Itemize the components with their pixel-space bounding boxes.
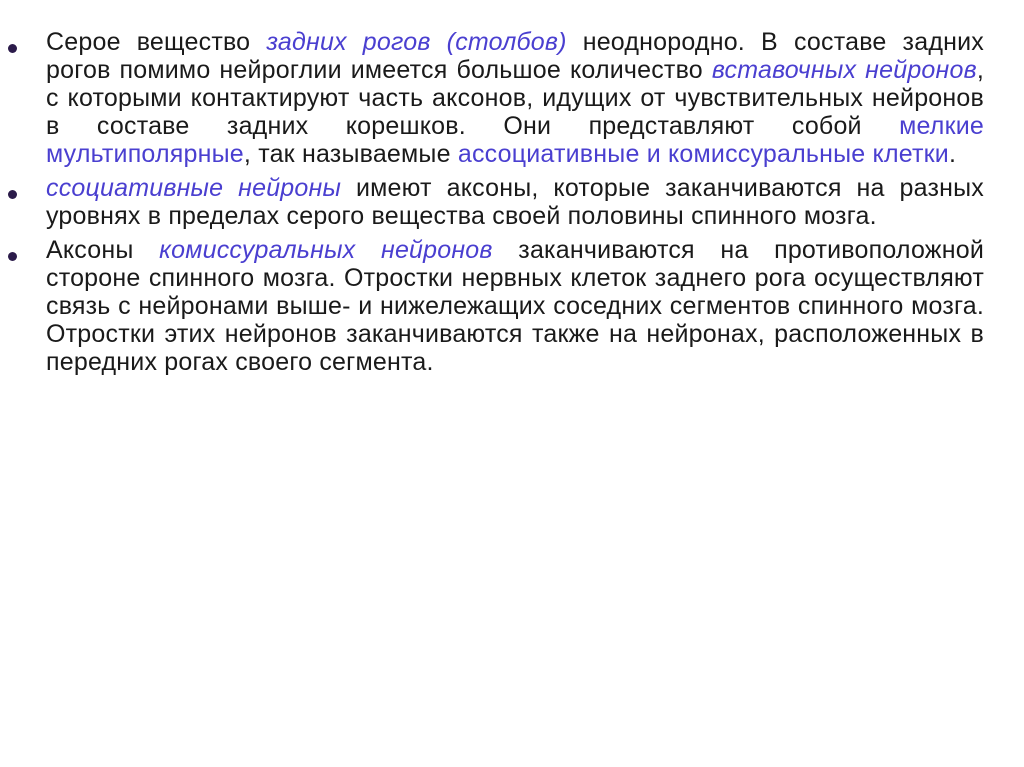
highlight-term: задних рогов (столбов) (266, 28, 567, 56)
text-run: , с которыми контактируют часть аксонов, идущих от чувствительных нейронов в составе задних корешков. Они представляют собой (46, 56, 984, 140)
text-run: . (948, 140, 957, 168)
bullet-item-3 (0, 236, 1024, 376)
text-run: заканчиваются на противоположной стороне спинного мозга. Отростки нервных клеток заднего рога осуществляют связь с нейронами выше- и нижележащих соседних сегментов спинного мозга. Отростки этих нейронов заканчиваются также на нейронах, расположенных в передних рогах своего сегмента. (46, 236, 984, 376)
highlight-term: комиссуральных нейронов (159, 236, 493, 264)
text-run: неоднородно. В составе задних рогов помимо нейроглии имеется большое количество (46, 28, 984, 84)
bullet-text-2 (46, 174, 984, 230)
bullet-item-1 (0, 28, 1024, 168)
text-run: , так называемые (243, 140, 458, 168)
highlight-term: ссоциативные нейроны (46, 174, 342, 202)
bullet-text-3 (46, 236, 984, 376)
bullet-text-1 (46, 28, 984, 168)
highlight-term: мелкие мультиполярные (46, 112, 984, 168)
bullet-item-2 (0, 174, 1024, 230)
bullet-list (0, 28, 1024, 382)
highlight-term: ассоциативные и комиссуральные клетки (457, 140, 949, 168)
text-run: Серое вещество (46, 28, 267, 56)
text-run: Аксоны (46, 236, 160, 264)
bullet-dot-icon (8, 252, 17, 261)
text-run: имеют аксоны, которые заканчиваются на разных уровнях в пределах серого вещества своей половины спинного мозга. (46, 174, 984, 230)
highlight-term: вставочных нейронов (711, 56, 977, 84)
bullet-dot-icon (8, 44, 17, 53)
bullet-dot-icon (8, 190, 17, 199)
